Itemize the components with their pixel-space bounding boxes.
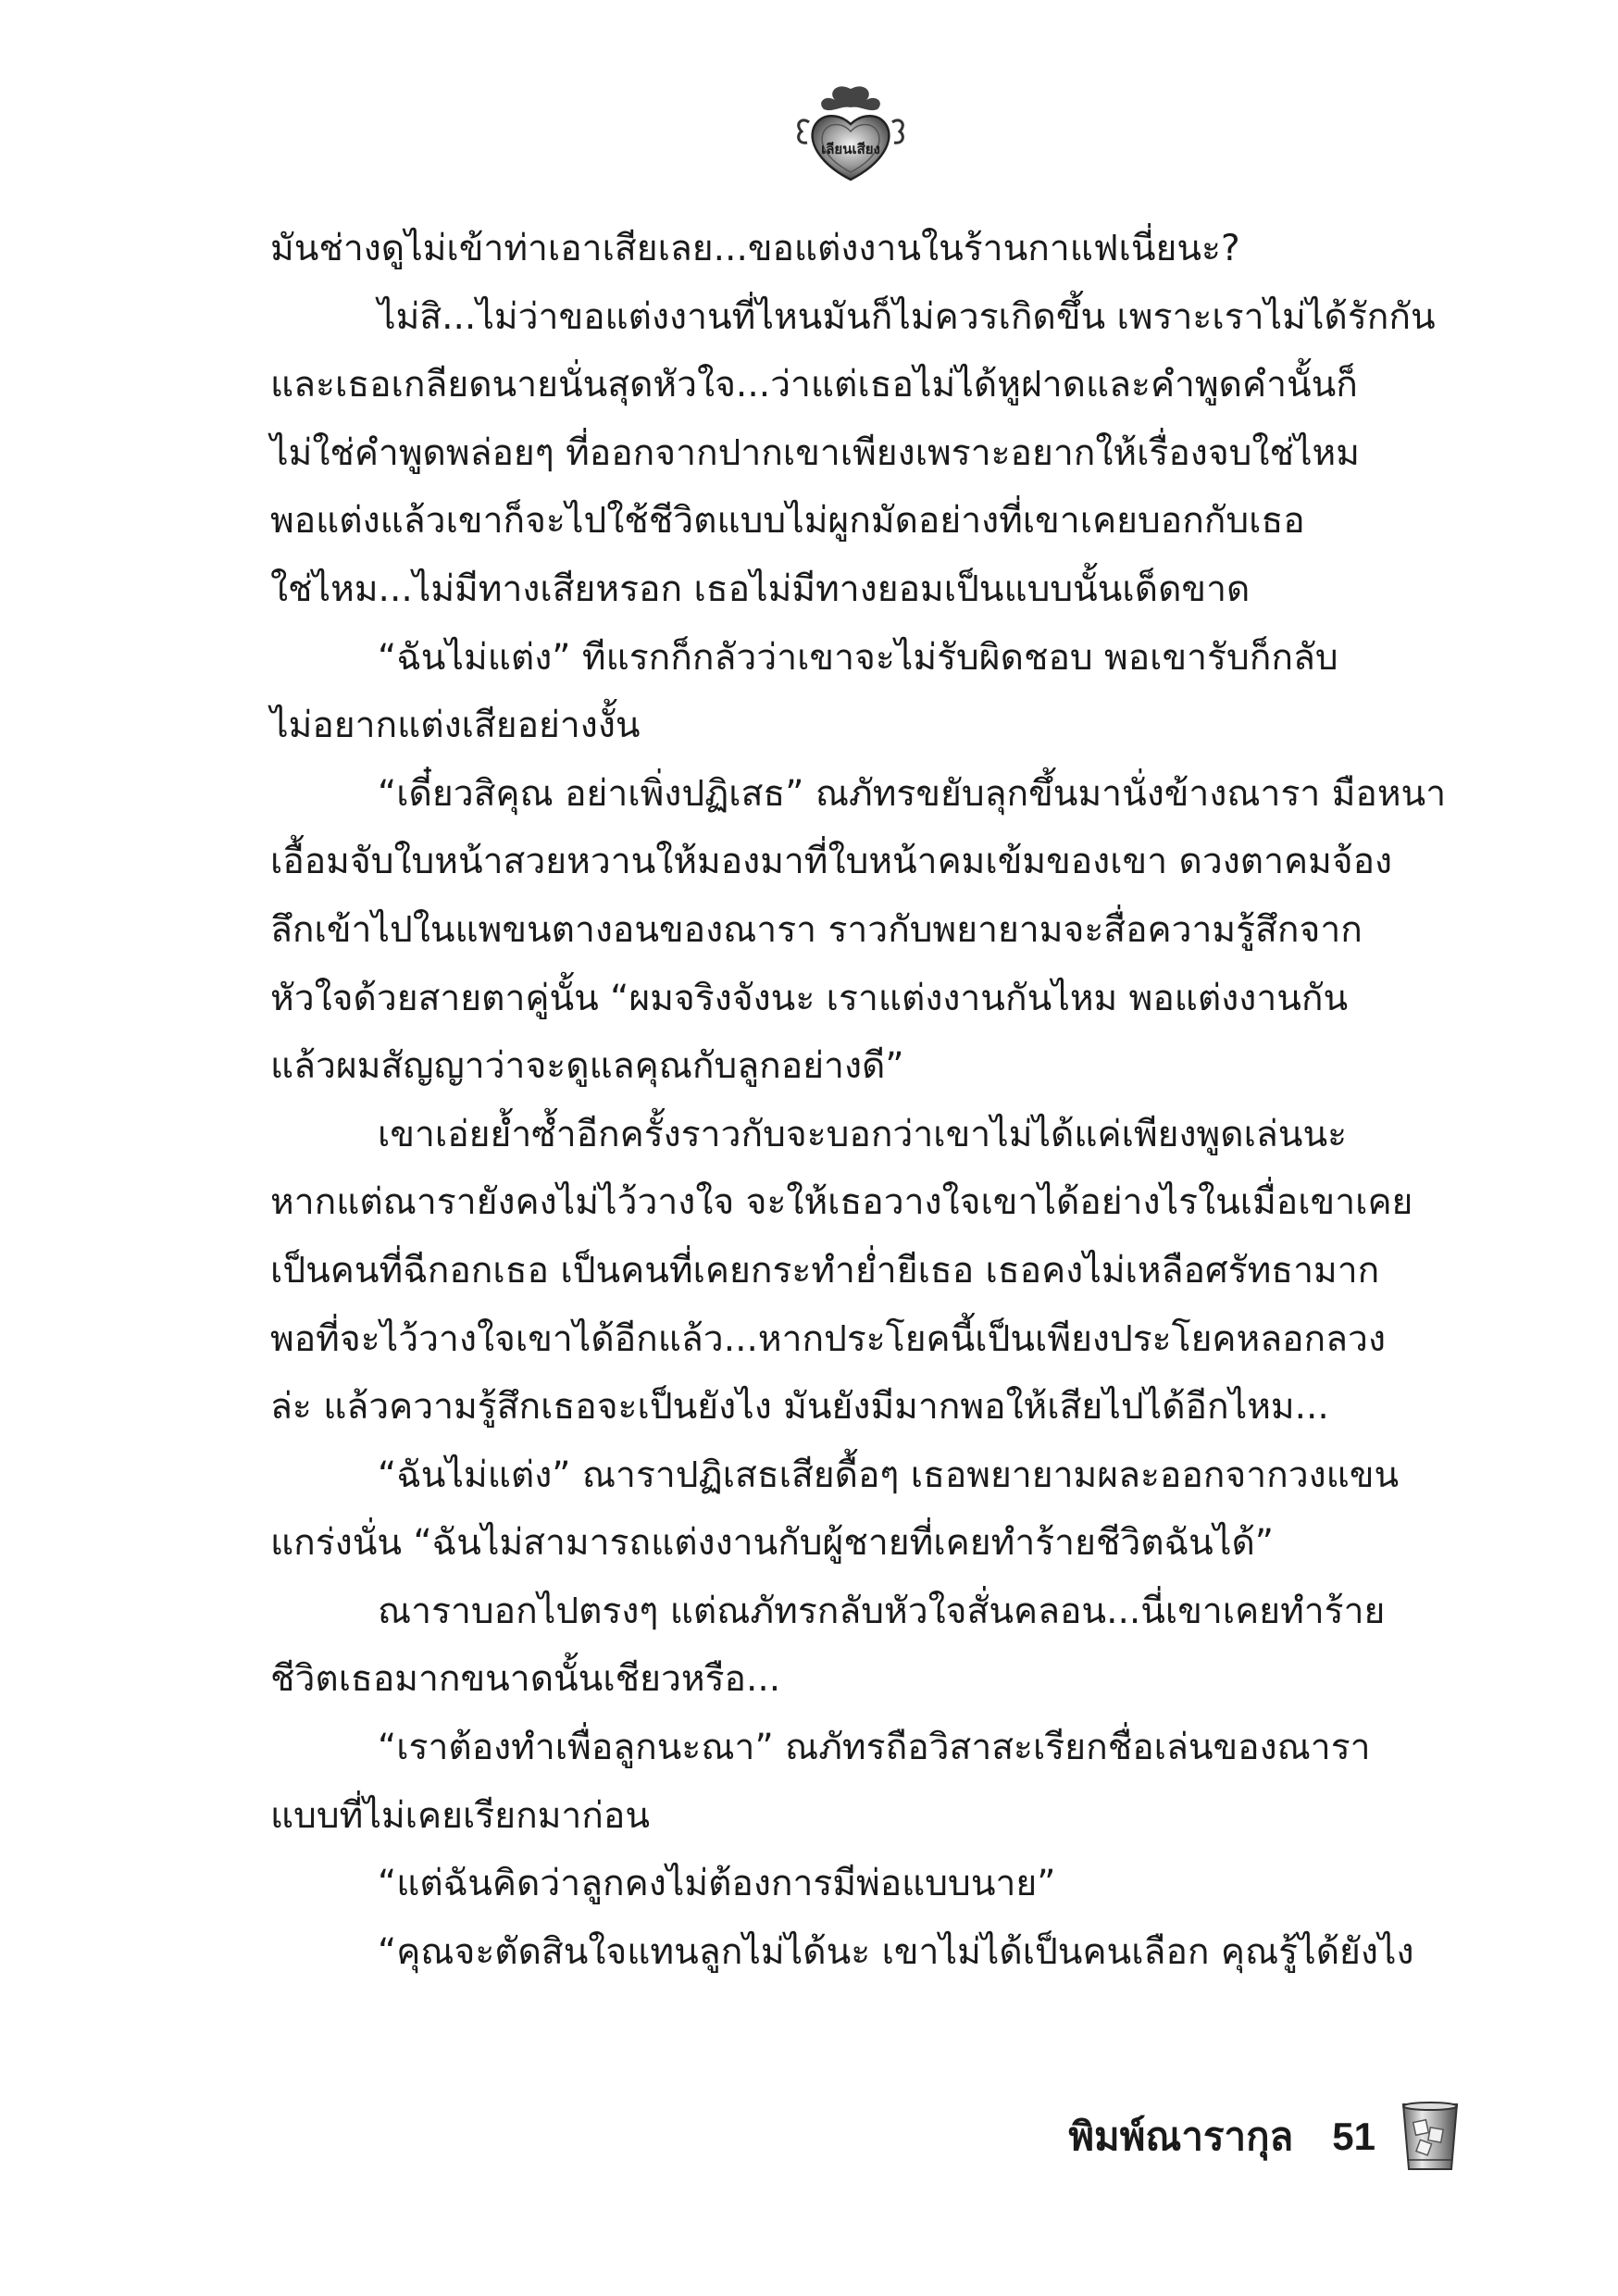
text-line: พอแต่งแล้วเขาก็จะไปใช้ชีวิตแบบไม่ผูกมัดอย่างที่เขาเคยบอกกับเธอ (270, 500, 1305, 543)
text-line: และเธอเกลียดนายนั่นสุดหัวใจ...ว่าแต่เธอไม่ได้หูฝาดและคำพูดคำนั้นก็ (270, 364, 1358, 406)
text-line: พอที่จะไว้วางใจเขาได้อีกแล้ว...หากประโยคนี้เป็นเพียงประโยคหลอกลวง (270, 1317, 1387, 1360)
text-line: มันช่างดูไม่เข้าท่าเอาเสียเลย...ขอแต่งงานในร้านกาแฟเนี่ยนะ? (270, 228, 1240, 269)
text-line: เอื้อมจับใบหน้าสวยหวานให้มองมาที่ใบหน้าคมเข้มของเขา ดวงตาคมจ้อง (270, 841, 1393, 883)
page-footer (1068, 2100, 1461, 2174)
text-line: แบบที่ไม่เคยเรียกมาก่อน (270, 1794, 650, 1837)
text-line: “เดี๋ยวสิคุณ อย่าเพิ่งปฏิเสธ” ณภัทรขยับลุกขึ้นมานั่งข้างณารา มือหนา (378, 772, 1447, 815)
page-number: 51 (1332, 2115, 1375, 2158)
emblem-lettering: เลียนเสียง (821, 141, 880, 157)
text-line: “เราต้องทำเพื่อลูกนะณา” ณภัทรถือวิสาสะเรียกชื่อเล่นของณารา (378, 1727, 1371, 1769)
text-line: “ฉันไม่แต่ง” ทีแรกก็กลัวว่าเขาจะไม่รับผิดชอบ พอเขารับก็กลับ (378, 636, 1338, 679)
text-line: ชีวิตเธอมากขนาดนั้นเชียวหรือ... (270, 1658, 781, 1701)
text-line: “ฉันไม่แต่ง” ณาราปฏิเสธเสียดื้อๆ เธอพยายามผละออกจากวงแขน (378, 1454, 1400, 1496)
text-line: ไม่อยากแต่งเสียอย่างงั้น (270, 705, 641, 747)
text-line: “แต่ฉันคิดว่าลูกคงไม่ต้องการมีพ่อแบบนาย” (378, 1863, 1056, 1905)
text-line: ณาราบอกไปตรงๆ แต่ณภัทรกลับหัวใจสั่นคลอน...นี่เขาเคยทำร้าย (378, 1590, 1386, 1632)
text-line: แล้วผมสัญญาว่าจะดูแลคุณกับลูกอย่างดี” (270, 1045, 904, 1088)
text-line: ไม่สิ...ไม่ว่าขอแต่งงานที่ไหนมันก็ไม่ควรเกิดขึ้น เพราะเราไม่ได้รักกัน (378, 295, 1436, 338)
text-line: หัวใจด้วยสายตาคู่นั้น “ผมจริงจังนะ เราแต่งงานกันไหม พอแต่งงานกัน (270, 977, 1349, 1019)
book-title: พิมพ์ณารากุล (1068, 2114, 1294, 2159)
ornamental-crest-icon (781, 80, 920, 183)
text-line: “คุณจะตัดสินใจแทนลูกไม่ได้นะ เขาไม่ได้เป็นคนเลือก คุณรู้ได้ยังไง (378, 1930, 1414, 1973)
text-line: ใช่ไหม...ไม่มีทางเสียหรอก เธอไม่มีทางยอมเป็นแบบนั้นเด็ดขาด (270, 568, 1251, 610)
text-line: เขาเอ่ยย้ำซ้ำอีกครั้งราวกับจะบอกว่าเขาไม่ได้แค่เพียงพูดเล่นนะ (378, 1113, 1348, 1155)
glass-tumbler-icon (1400, 2101, 1461, 2173)
text-line: ไม่ใช่คำพูดพล่อยๆ ที่ออกจากปากเขาเพียงเพราะอยากให้เรื่องจบใช่ไหม (270, 431, 1360, 474)
text-line: หากแต่ณารายังคงไม่ไว้วางใจ จะให้เธอวางใจเขาได้อย่างไรในเมื่อเขาเคย (270, 1181, 1413, 1224)
text-line: เป็นคนที่ฉีกอกเธอ เป็นคนที่เคยกระทำย่ำยีเธอ เธอคงไม่เหลือศรัทธามาก (270, 1249, 1380, 1292)
text-line: ล่ะ แล้วความรู้สึกเธอจะเป็นยังไง มันยังมีมากพอให้เสียไปได้อีกไหม... (270, 1386, 1329, 1429)
body-text (270, 215, 1450, 1986)
text-line: ลึกเข้าไปในแพขนตางอนของณารา ราวกับพยายามจะสื่อความรู้สึกจาก (270, 908, 1363, 951)
text-line: แกร่งนั่น “ฉันไม่สามารถแต่งงานกับผู้ชายที่เคยทำร้ายชีวิตฉันได้” (270, 1522, 1274, 1565)
